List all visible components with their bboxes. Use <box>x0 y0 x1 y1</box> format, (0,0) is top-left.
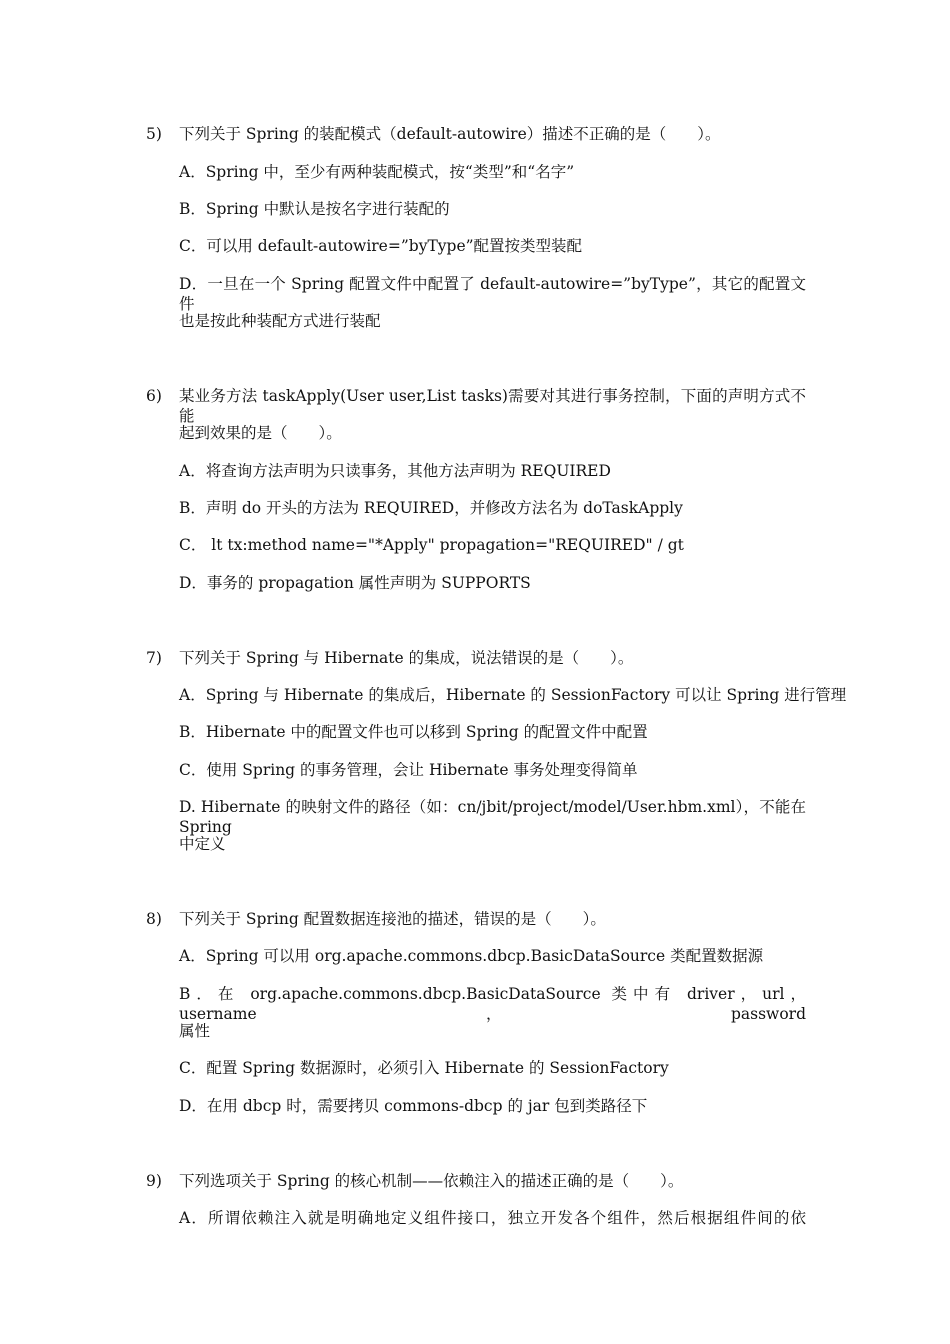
question-8-option-b: B．在 org.apache.commons.dbcp.BasicDataSource 类中有 driver，url，username，password <box>179 985 806 1023</box>
question-8-stem: 下列关于 Spring 配置数据连接池的描述，错误的是（ ）。 <box>179 910 606 928</box>
question-8-number: 8) <box>146 910 162 928</box>
question-9-option-a: A．所谓依赖注入就是明确地定义组件接口，独立开发各个组件，然后根据组件间的依 <box>179 1209 806 1227</box>
question-7-option-d-cont: 中定义 <box>179 835 226 853</box>
question-7-number: 7) <box>146 649 162 667</box>
question-5-stem: 下列关于 Spring 的装配模式（default-autowire）描述不正确的是（ ）。 <box>179 125 721 143</box>
question-7-stem: 下列关于 Spring 与 Hibernate 的集成，说法错误的是（ ）。 <box>179 649 634 667</box>
question-5-option-d: D．一旦在一个 Spring 配置文件中配置了 default-autowire=”byType”，其它的配置文件 <box>179 275 806 313</box>
question-8-option-b-cont: 属性 <box>179 1022 211 1040</box>
question-7-option-a: A．Spring 与 Hibernate 的集成后，Hibernate 的 SessionFactory 可以让 Spring 进行管理 <box>179 686 847 704</box>
question-5-option-a: A．Spring 中，至少有两种装配模式，按“类型”和“名字” <box>179 163 575 181</box>
question-7-option-c: C．使用 Spring 的事务管理，会让 Hibernate 事务处理变得简单 <box>179 761 638 779</box>
question-6-option-a: A．将查询方法声明为只读事务，其他方法声明为 REQUIRED <box>179 462 611 480</box>
question-8-option-c: C．配置 Spring 数据源时，必须引入 Hibernate 的 SessionFactory <box>179 1059 669 1077</box>
question-7-option-b: B．Hibernate 中的配置文件也可以移到 Spring 的配置文件中配置 <box>179 723 648 741</box>
question-5-option-c: C．可以用 default-autowire=”byType”配置按类型装配 <box>179 237 583 255</box>
question-6-stem-cont: 起到效果的是（ ）。 <box>179 424 342 442</box>
question-8-option-a: A．Spring 可以用 org.apache.commons.dbcp.BasicDataSource 类配置数据源 <box>179 947 764 965</box>
question-7-option-d: D. Hibernate 的映射文件的路径（如：cn/jbit/project/model/User.hbm.xml），不能在 Spring <box>179 798 806 836</box>
question-9-stem: 下列选项关于 Spring 的核心机制——依赖注入的描述正确的是（ ）。 <box>179 1172 684 1190</box>
question-8-option-d: D．在用 dbcp 时，需要拷贝 commons-dbcp 的 jar 包到类路径下 <box>179 1097 648 1115</box>
question-6-option-c: C． lt tx:method name="*Apply" propagation="REQUIRED" / gt <box>179 536 684 554</box>
question-6-option-d: D．事务的 propagation 属性声明为 SUPPORTS <box>179 574 531 592</box>
question-6-stem: 某业务方法 taskApply(User user,List tasks)需要对其进行事务控制，下面的声明方式不能 <box>179 387 806 425</box>
question-9-number: 9) <box>146 1172 162 1190</box>
question-5-option-b: B．Spring 中默认是按名字进行装配的 <box>179 200 450 218</box>
question-6-option-b: B．声明 do 开头的方法为 REQUIRED，并修改方法名为 doTaskApply <box>179 499 683 517</box>
question-6-number: 6) <box>146 387 162 405</box>
question-5-number: 5) <box>146 125 162 143</box>
question-5-option-d-cont: 也是按此种装配方式进行装配 <box>179 312 381 330</box>
